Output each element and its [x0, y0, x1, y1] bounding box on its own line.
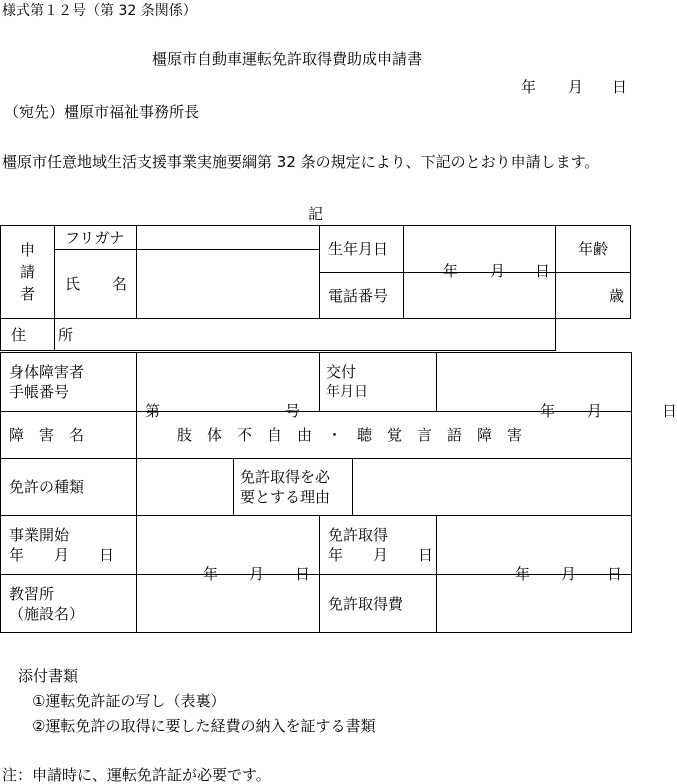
address-label-char-2: 所: [58, 325, 74, 344]
issue-year-label: 年: [540, 402, 556, 420]
issue-month-label: 月: [587, 402, 603, 420]
handbook-label: [1, 353, 137, 412]
acquired-day-label: 日: [607, 565, 623, 583]
license-reason-label: [234, 459, 353, 516]
phone-field[interactable]: [404, 273, 556, 319]
school-label-line2: （施設名）: [9, 604, 85, 623]
license-cost-label: 免許取得費: [320, 575, 437, 633]
date-month-label: 月: [568, 78, 584, 96]
applicant-table: [0, 225, 631, 351]
start-month-label: 月: [249, 565, 265, 583]
applicant-char-1: 申: [19, 241, 35, 259]
attachments-heading: 添付書類: [18, 667, 79, 685]
handbook-go: 号: [285, 402, 301, 420]
name-field[interactable]: [137, 250, 320, 319]
handbook-label-line1: 身体障害者: [9, 363, 85, 381]
footer-note: 注：申請時に、運転免許証が必要です。: [2, 766, 271, 784]
handbook-label-line2: 手帳番号: [9, 383, 70, 401]
issue-date-label: [320, 353, 437, 412]
acquired-date-field[interactable]: [437, 516, 632, 583]
name-label-char-1: 氏: [65, 275, 81, 293]
school-label-line1: 教習所: [9, 584, 55, 603]
attachment-item-2: ②運転免許の取得に要した経費の納入を証する書類: [32, 717, 376, 735]
start-date-line2: 年 月 日: [9, 546, 115, 564]
details-table: [0, 352, 677, 633]
furigana-field[interactable]: [137, 226, 320, 250]
disability-label: 障 害 名: [1, 412, 137, 459]
address-field[interactable]: [55, 319, 556, 351]
school-label: [1, 575, 137, 633]
start-date-field[interactable]: [137, 516, 320, 583]
date-year-label: 年: [521, 78, 537, 96]
acquired-year-label: 年: [515, 565, 531, 583]
form-number: 様式第１２号（第 32 条関係）: [2, 3, 197, 19]
acquired-month-label: 月: [561, 565, 577, 583]
name-label: [55, 250, 137, 319]
applicant-char-2: 請: [19, 263, 35, 281]
start-year-label: 年: [203, 565, 219, 583]
license-type-field[interactable]: [137, 459, 234, 516]
name-label-char-2: 名: [112, 275, 128, 293]
acquired-date-line1: 免許取得: [328, 526, 389, 544]
license-reason-line2: 要とする理由: [240, 488, 331, 506]
birth-month-label: 月: [490, 262, 506, 280]
addressee: （宛先）橿原市福祉事務所長: [4, 103, 200, 121]
school-field[interactable]: [137, 575, 320, 633]
ki-heading: 記: [308, 205, 324, 223]
birth-date-label: 生年月日: [320, 226, 404, 273]
phone-label: 電話番号: [320, 273, 404, 319]
furigana-label: フリガナ: [55, 226, 137, 250]
handbook-dai: 第: [145, 402, 161, 420]
issue-date-field[interactable]: [437, 353, 677, 420]
applicant-char-3: 者: [19, 285, 35, 303]
birth-date-field[interactable]: [404, 226, 556, 280]
address-label: [1, 319, 74, 351]
license-type-label: 免許の種類: [1, 459, 137, 516]
address-label-char-1: 住: [11, 325, 27, 344]
date-day-label: 日: [612, 78, 628, 96]
intro-text: 橿原市任意地域生活支援事業実施要綱第 32 条の規定により、下記のとおり申請します。: [2, 153, 600, 171]
acquired-date-line2: 年 月 日: [328, 546, 434, 564]
applicant-group-label: [1, 226, 55, 319]
birth-year-label: 年: [443, 262, 459, 280]
start-date-line1: 事業開始: [9, 526, 70, 544]
start-day-label: 日: [295, 565, 311, 583]
attachment-item-1: ①運転免許証の写し（表裏）: [32, 692, 226, 710]
issue-label-line1: 交付: [326, 363, 357, 381]
issue-label-line2: 年月日: [326, 384, 368, 400]
acquired-date-label: [320, 516, 437, 575]
disability-value: 肢 体 不 自 由 ・ 聴 覚 言 語 障 害: [137, 412, 632, 459]
age-unit: 歳: [556, 273, 631, 319]
license-reason-line1: 免許取得を必: [240, 468, 331, 486]
page-title: 橿原市自動車運転免許取得費助成申請書: [152, 50, 423, 68]
license-reason-field[interactable]: [353, 459, 632, 516]
birth-day-label: 日: [535, 262, 551, 280]
license-cost-field[interactable]: [437, 575, 632, 633]
age-label: 年齢: [556, 226, 631, 273]
handbook-number-field[interactable]: [137, 353, 320, 420]
issue-day-label: 日: [662, 402, 677, 420]
start-date-label: [1, 516, 137, 575]
